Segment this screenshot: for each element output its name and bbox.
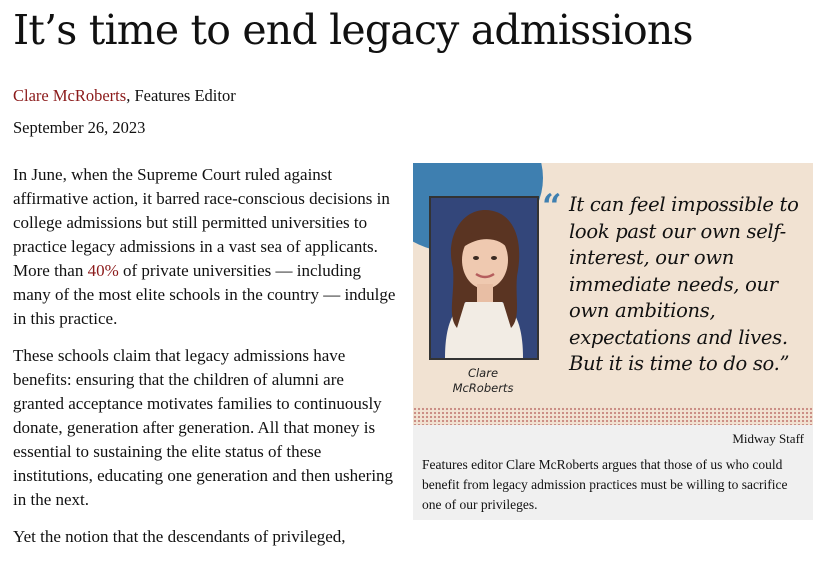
pull-quote-graphic[interactable]: [413, 163, 813, 425]
dotted-border: [413, 407, 813, 425]
article-body: [13, 163, 398, 562]
author-role: , Features Editor: [126, 86, 236, 105]
portrait-name-last: McRoberts: [452, 381, 514, 395]
paragraph-1-end: of private universities — including many of the most elite schools in the country — indulge in this practice.: [13, 261, 396, 328]
paragraph-2: These schools claim that legacy admissions have benefits: ensuring that the children of alumni are granted acceptance motivates families to continuously donate, generation after generation. All that money is essential to sustaining the elite status of these institutions, educating one generation and then ushering in the next.: [13, 346, 394, 509]
pull-quote-text: It can feel impossible to look past our own self-interest, our own immediate needs, our own ambitions, expectations and lives. But it is time to do so.”: [569, 193, 799, 375]
paragraph-1-start: In June, when the Supreme Court ruled against affirmative action, it barred race-conscious decisions in college admissions but still permitted universities to practice legacy admissions in a vast sea of applicants. More than: [13, 165, 390, 280]
paragraph-3: Yet the notion that the descendants of privileged,: [13, 527, 346, 546]
publish-date: September 26, 2023: [13, 118, 146, 137]
byline: [13, 86, 236, 106]
portrait-name-first: Clare: [467, 366, 499, 380]
author-link[interactable]: Clare McRoberts: [13, 86, 127, 105]
figure-caption: Features editor Clare McRoberts argues that those of us who could benefit from legacy admission practices must be willing to sacrifice one of our privileges.: [422, 457, 788, 512]
article-figure: [413, 163, 813, 520]
paragraph-1: [13, 163, 398, 331]
quote-mark-icon: “: [542, 187, 562, 227]
article-headline: It’s time to end legacy admissions: [13, 6, 693, 54]
author-portrait: [429, 196, 539, 360]
portrait-name: [429, 366, 537, 396]
statistic-link[interactable]: 40%: [87, 261, 119, 280]
photo-credit: Midway Staff: [732, 431, 804, 446]
